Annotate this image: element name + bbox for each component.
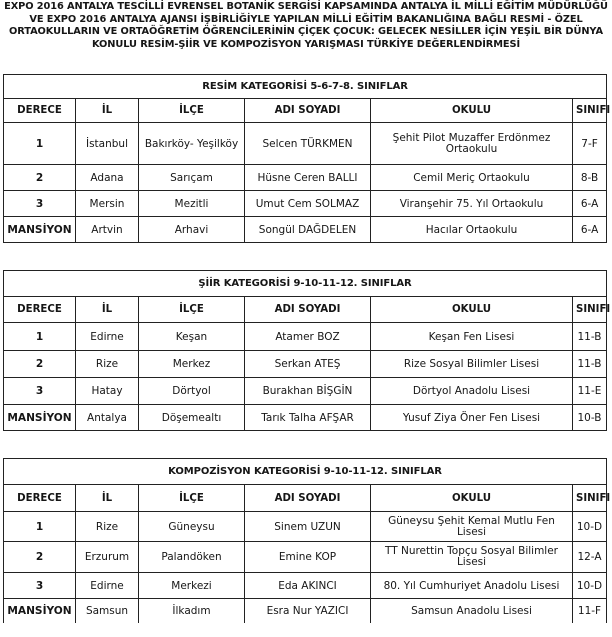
derece-cell: MANSİYON (4, 599, 76, 623)
sinif-cell: 11-B (573, 351, 607, 378)
ad-cell: Emine KOP (245, 542, 371, 573)
derece-cell: 2 (4, 351, 76, 378)
col-derece: DERECE (4, 99, 76, 123)
okul-cell: Güneysu Şehit Kemal Mutlu Fen Lisesi (371, 512, 573, 542)
il-cell: Adana (76, 165, 139, 191)
table-row (4, 405, 607, 431)
sinif-cell: 8-B (573, 165, 607, 191)
ad-cell: Serkan ATEŞ (245, 351, 371, 378)
ilce-cell: Arhavi (139, 217, 245, 243)
col-il: İL (76, 99, 139, 123)
okul-cell: 80. Yıl Cumhuriyet Anadolu Lisesi (371, 573, 573, 599)
col-ad: ADI SOYADI (245, 99, 371, 123)
sinif-cell: 10-D (573, 573, 607, 599)
okul-cell: Samsun Anadolu Lisesi (371, 599, 573, 623)
ilce-cell: Mezitli (139, 191, 245, 217)
ad-cell: Umut Cem SOLMAZ (245, 191, 371, 217)
col-ad: ADI SOYADI (245, 297, 371, 323)
table-row (4, 217, 607, 243)
ilce-cell: Merkezi (139, 573, 245, 599)
ilce-cell: Dörtyol (139, 378, 245, 405)
table-row (4, 191, 607, 217)
derece-cell: MANSİYON (4, 405, 76, 431)
ilce-cell: Keşan (139, 323, 245, 351)
sinif-cell: 11-F (573, 599, 607, 623)
table-row (4, 351, 607, 378)
ilce-cell: Sarıçam (139, 165, 245, 191)
col-okulu: OKULU (371, 99, 573, 123)
okul-cell: Yusuf Ziya Öner Fen Lisesi (371, 405, 573, 431)
kompozisyon-header-row (4, 485, 607, 512)
il-cell: Rize (76, 512, 139, 542)
col-ilce: İLÇE (139, 297, 245, 323)
resim-title: RESİM KATEGORİSİ 5-6-7-8. SINIFLAR (4, 75, 607, 99)
col-okulu: OKULU (371, 485, 573, 512)
ad-cell: Selcen TÜRKMEN (245, 123, 371, 165)
il-cell: Artvin (76, 217, 139, 243)
table-row (4, 512, 607, 542)
ilce-cell: Güneysu (139, 512, 245, 542)
ad-cell: Burakhan BİŞGİN (245, 378, 371, 405)
sinif-cell: 12-A (573, 542, 607, 573)
ad-cell: Esra Nur YAZICI (245, 599, 371, 623)
col-ilce: İLÇE (139, 99, 245, 123)
ad-cell: Songül DAĞDELEN (245, 217, 371, 243)
kompozisyon-title: KOMPOZİSYON KATEGORİSİ 9-10-11-12. SINIFLAR (4, 459, 607, 485)
header-line-4: KONULU RESİM-ŞİİR VE KOMPOZİSYON YARIŞMASI TÜRKİYE DEĞERLENDİRMESİ (92, 38, 520, 50)
ad-cell: Hüsne Ceren BALLI (245, 165, 371, 191)
derece-cell: MANSİYON (4, 217, 76, 243)
derece-cell: 2 (4, 165, 76, 191)
table-row (4, 378, 607, 405)
ilce-cell: Bakırköy- Yeşilköy (139, 123, 245, 165)
document-header (0, 0, 612, 64)
derece-cell: 1 (4, 323, 76, 351)
sinif-cell: 10-B (573, 405, 607, 431)
col-ilce: İLÇE (139, 485, 245, 512)
col-okulu: OKULU (371, 297, 573, 323)
derece-cell: 3 (4, 191, 76, 217)
table-row (4, 165, 607, 191)
il-cell: Edirne (76, 323, 139, 351)
col-sinif: SINIFI (573, 485, 607, 512)
table-row (4, 599, 607, 623)
okul-cell: Cemil Meriç Ortaokulu (371, 165, 573, 191)
il-cell: Antalya (76, 405, 139, 431)
siir-table (3, 270, 611, 431)
okul-cell: Hacılar Ortaokulu (371, 217, 573, 243)
il-cell: Rize (76, 351, 139, 378)
derece-cell: 3 (4, 573, 76, 599)
ad-cell: Tarık Talha AFŞAR (245, 405, 371, 431)
kompozisyon-table (3, 458, 611, 623)
ilce-cell: Palandöken (139, 542, 245, 573)
ilce-cell: Merkez (139, 351, 245, 378)
sinif-cell: 10-D (573, 512, 607, 542)
derece-cell: 1 (4, 512, 76, 542)
il-cell: Edirne (76, 573, 139, 599)
ilce-cell: İlkadım (139, 599, 245, 623)
table-row (4, 573, 607, 599)
col-il: İL (76, 297, 139, 323)
sinif-cell: 11-E (573, 378, 607, 405)
sinif-cell: 6-A (573, 191, 607, 217)
resim-header-row (4, 99, 607, 123)
okul-cell: Şehit Pilot Muzaffer Erdönmez Ortaokulu (371, 123, 573, 165)
ad-cell: Eda AKINCI (245, 573, 371, 599)
il-cell: Mersin (76, 191, 139, 217)
okul-cell: Dörtyol Anadolu Lisesi (371, 378, 573, 405)
header-line-1: EXPO 2016 ANTALYA TESCİLLİ EVRENSEL BOTANİK SERGİSİ KAPSAMINDA ANTALYA İL MİLLİ EĞİTİM MÜDÜRLÜĞÜ (4, 1, 608, 12)
il-cell: Hatay (76, 378, 139, 405)
table-row (4, 542, 607, 573)
ilce-cell: Döşemealtı (139, 405, 245, 431)
header-line-2: VE EXPO 2016 ANTALYA AJANSI İŞBİRLİĞİYLE YAPILAN MİLLİ EĞİTİM BAKANLIĞINA BAĞLI RESMİ - ÖZEL (29, 13, 583, 25)
col-il: İL (76, 485, 139, 512)
table-row (4, 123, 607, 165)
il-cell: Erzurum (76, 542, 139, 573)
col-derece: DERECE (4, 297, 76, 323)
siir-header-row (4, 297, 607, 323)
col-derece: DERECE (4, 485, 76, 512)
col-sinif: SINIFI (573, 297, 607, 323)
ad-cell: Atamer BOZ (245, 323, 371, 351)
derece-cell: 2 (4, 542, 76, 573)
okul-cell: Rize Sosyal Bilimler Lisesi (371, 351, 573, 378)
resim-table (3, 74, 611, 243)
okul-cell: Keşan Fen Lisesi (371, 323, 573, 351)
il-cell: İstanbul (76, 123, 139, 165)
ad-cell: Sinem UZUN (245, 512, 371, 542)
col-sinif: SINIFI (573, 99, 607, 123)
sinif-cell: 7-F (573, 123, 607, 165)
okul-cell: Viranşehir 75. Yıl Ortaokulu (371, 191, 573, 217)
sinif-cell: 6-A (573, 217, 607, 243)
sinif-cell: 11-B (573, 323, 607, 351)
col-ad: ADI SOYADI (245, 485, 371, 512)
header-line-3: ORTAOKULLARIN VE ORTAÖĞRETİM ÖĞRENCİLERİNİN ÇİÇEK ÇOCUK: GELECEK NESİLLER İÇİN YEŞİL BİR DÜNYA (9, 26, 603, 38)
okul-cell: TT Nurettin Topçu Sosyal Bilimler Lisesi (371, 542, 573, 573)
siir-title: ŞİİR KATEGORİSİ 9-10-11-12. SINIFLAR (4, 271, 607, 297)
table-row (4, 323, 607, 351)
il-cell: Samsun (76, 599, 139, 623)
derece-cell: 1 (4, 123, 76, 165)
derece-cell: 3 (4, 378, 76, 405)
